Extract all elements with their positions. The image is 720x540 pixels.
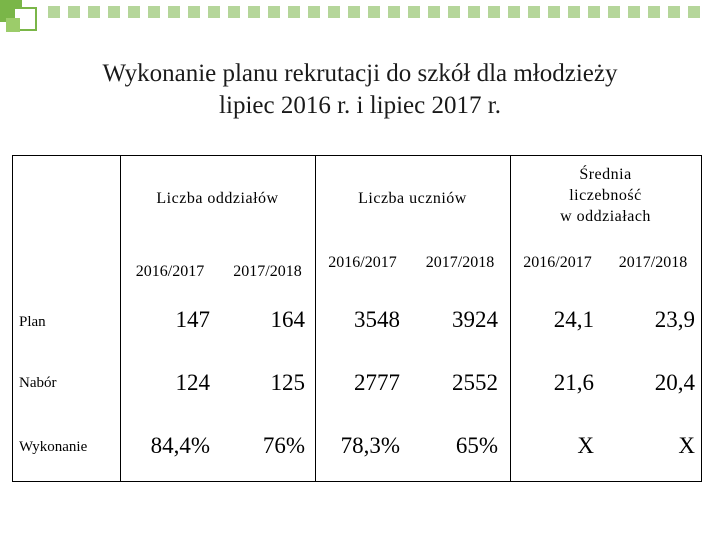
table-cell: 78,3% [340, 433, 400, 458]
table-cell: 2777 [354, 370, 400, 395]
page-title [0, 58, 720, 122]
table-cell: 23,9 [654, 307, 695, 332]
year-header: 2016/2017 [135, 263, 205, 280]
table-cell: 147 [175, 307, 210, 332]
title-line-2: lipiec 2016 r. i lipiec 2017 r. [219, 92, 501, 119]
table-cell: 20,4 [654, 370, 695, 395]
table-cell: 124 [175, 370, 210, 395]
table-cell: X [678, 433, 695, 458]
year-header: 2017/2018 [425, 254, 495, 271]
header-liczba-uczniow: Liczba uczniów [358, 190, 467, 207]
table-cell: 2552 [452, 370, 498, 395]
year-header: 2017/2018 [233, 263, 302, 280]
table-cell: 76% [262, 433, 305, 458]
title-line-1: Wykonanie planu rekrutacji do szkół dla młodzieży [102, 60, 618, 87]
table-cell: 24,1 [553, 307, 594, 332]
year-header: 2016/2017 [328, 254, 397, 271]
row-label-wykonanie: Wykonanie [19, 439, 88, 455]
table-cell: X [577, 433, 594, 458]
table-cell: 21,6 [553, 370, 594, 395]
table-cell: 3924 [452, 307, 498, 332]
recruitment-table [12, 155, 702, 482]
header-srednia-liczebnosc: Średnia liczebność w oddziałach [560, 166, 651, 225]
header-liczba-oddzialow: Liczba oddziałów [156, 190, 279, 207]
year-header: 2017/2018 [618, 254, 688, 271]
table-cell: 84,4% [150, 433, 210, 458]
decorative-squares [0, 0, 720, 40]
row-label-nabor: Nabór [19, 375, 57, 391]
year-header: 2016/2017 [523, 254, 592, 271]
table-cell: 3548 [354, 307, 400, 332]
table-cell: 164 [270, 307, 305, 332]
table-cell: 65% [455, 433, 498, 458]
row-label-plan: Plan [19, 314, 46, 330]
table-cell: 125 [270, 370, 305, 395]
